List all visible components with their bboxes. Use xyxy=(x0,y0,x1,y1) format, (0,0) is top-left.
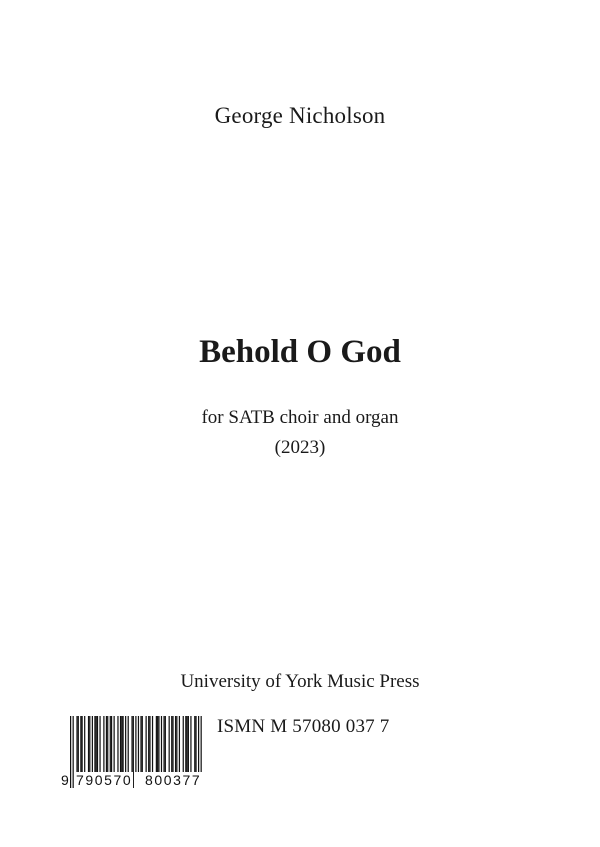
barcode-bar xyxy=(128,716,129,772)
barcode-bar xyxy=(138,716,139,772)
barcode-bar xyxy=(89,716,90,772)
barcode-bar xyxy=(140,716,141,772)
barcode-bar xyxy=(121,716,122,772)
barcode-bar xyxy=(156,716,157,772)
barcode-bar xyxy=(76,716,77,772)
barcode-bar xyxy=(122,716,123,772)
work-title: Behold O God xyxy=(199,334,401,370)
barcode-bar xyxy=(84,716,85,772)
barcode-bar xyxy=(78,716,79,772)
barcode-bar xyxy=(117,716,118,772)
barcode-bar xyxy=(152,716,153,772)
barcode-bar xyxy=(176,716,177,772)
barcode-bar xyxy=(82,716,83,772)
barcode-digit-first: 9 xyxy=(61,772,69,788)
composer-name: George Nicholson xyxy=(214,103,386,128)
barcode-digits xyxy=(58,772,204,790)
barcode-bar xyxy=(172,716,173,772)
barcode-bar xyxy=(92,716,93,772)
barcode-bar xyxy=(96,716,97,772)
barcode-bar xyxy=(97,716,98,772)
barcode-bar xyxy=(88,716,89,772)
barcode-bar xyxy=(111,716,112,772)
barcode-bar xyxy=(107,716,108,772)
publisher-name: University of York Music Press xyxy=(180,671,420,692)
barcode-bar xyxy=(195,716,196,772)
barcode-bar xyxy=(171,716,172,772)
barcode-bar xyxy=(135,716,136,772)
barcode-bar xyxy=(165,716,166,772)
barcode-bar xyxy=(146,716,147,772)
barcode-bar xyxy=(190,716,191,772)
barcode-bar xyxy=(163,716,164,772)
barcode-bar xyxy=(103,716,104,772)
barcode-bar xyxy=(120,716,121,772)
barcode-bar xyxy=(148,716,149,772)
barcode-bar xyxy=(157,716,158,772)
barcode-bar xyxy=(169,716,170,772)
composition-year: (2023) xyxy=(274,437,326,458)
ismn-number: ISMN M 57080 037 7 xyxy=(217,716,390,737)
barcode-bar xyxy=(99,716,100,772)
barcode-bar xyxy=(158,716,159,772)
barcode-bar xyxy=(179,716,180,772)
barcode-bar xyxy=(94,716,95,772)
barcode-digits-right: 800377 xyxy=(145,772,202,788)
barcode-bar xyxy=(149,716,150,772)
barcode-bar xyxy=(188,716,189,772)
barcode-bar xyxy=(186,716,187,772)
barcode-bar xyxy=(175,716,176,772)
barcode-bar xyxy=(161,716,162,772)
barcode-bar xyxy=(80,716,81,772)
barcode-bar xyxy=(110,716,111,772)
instrumentation: for SATB choir and organ xyxy=(201,407,399,428)
barcode-bar xyxy=(142,716,143,772)
barcode-bar xyxy=(194,716,195,772)
barcode-bar xyxy=(183,716,184,772)
barcode-digits-left: 790570 xyxy=(76,772,133,788)
barcode-bar xyxy=(114,716,115,772)
barcode-bar xyxy=(185,716,186,772)
barcode-bar xyxy=(106,716,107,772)
barcode-bar xyxy=(125,716,126,772)
